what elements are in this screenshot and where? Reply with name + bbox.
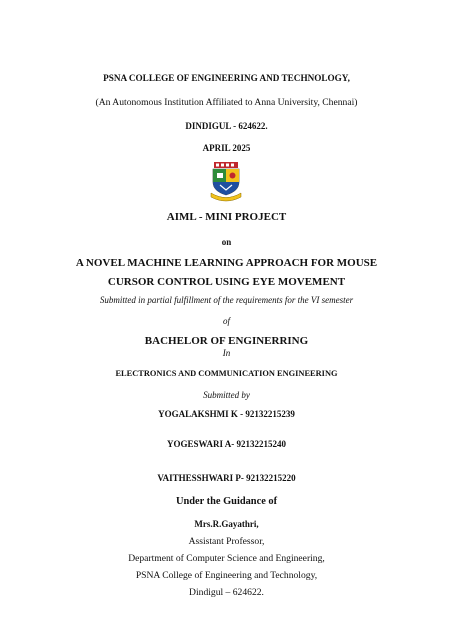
college-city: DINDIGUL - 624622. [185,121,268,131]
student-entry: YOGESWARI A- 92132215240 [166,439,286,449]
student-entry: YOGALAKSHMI K - 92132215239 [158,409,295,419]
college-crest-icon [205,160,247,202]
department-name: ELECTRONICS AND COMMUNICATION ENGINEERING [115,369,338,378]
college-name: PSNA COLLEGE OF ENGINEERING AND TECHNOLOGY, [103,73,350,83]
of-text: of [222,316,230,326]
guidance-heading: Under the Guidance of [175,496,278,507]
guide-name: Mrs.R.Gayathri, [194,519,259,529]
submission-date: APRIL 2025 [202,143,251,153]
guide-designation: Assistant Professor, [188,536,265,547]
in-text: In [222,348,231,358]
student-entry: VAITHESSHWARI P- 92132215220 [157,473,296,483]
project-title-line-1: A NOVEL MACHINE LEARNING APPROACH FOR MOUSE [75,257,378,269]
submitted-by-label: Submitted by [203,390,250,400]
guide-city: Dindigul – 624622. [189,587,264,598]
affiliation-text: (An Autonomous Institution Affiliated to Anna University, Chennai) [95,97,358,108]
guide-department: Department of Computer Science and Engineering, [128,553,325,564]
on-text: on [221,237,232,247]
degree-name: BACHELOR OF ENGINERRING [144,335,309,347]
submission-purpose: Submitted in partial fulfillment of the requirements for the VI semester [99,295,354,305]
project-title-line-2: CURSOR CONTROL USING EYE MOVEMENT [107,276,346,288]
project-type: AIML - MINI PROJECT [166,211,287,223]
guide-institution: PSNA College of Engineering and Technology, [135,570,318,581]
